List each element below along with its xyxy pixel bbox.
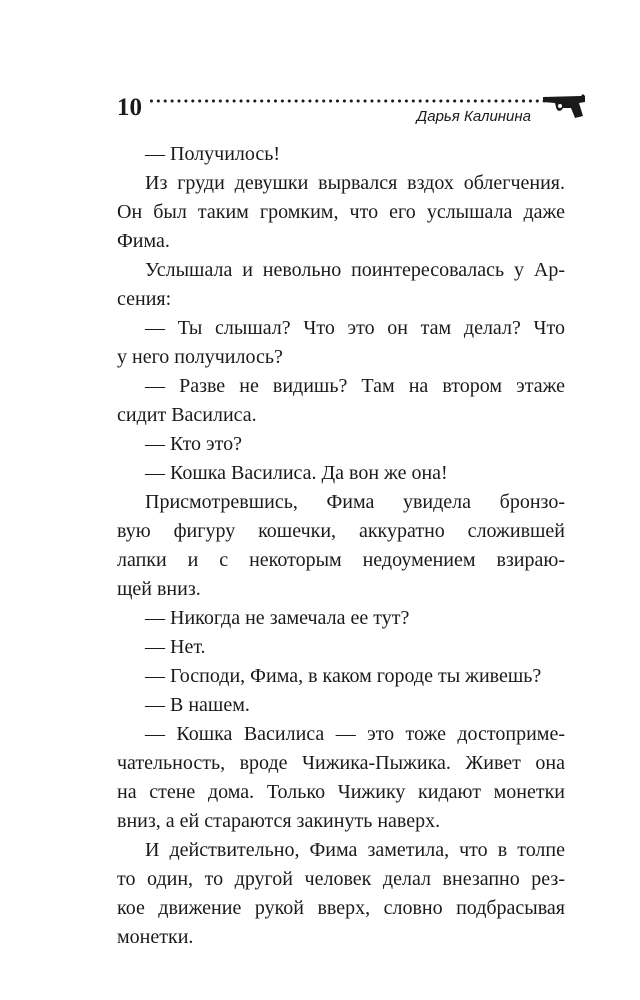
text-line: — Никогда не замечала ее тут? [145, 607, 410, 629]
paragraph [117, 372, 565, 430]
text-line: Присмотревшись, Фима увидела бронзо- [145, 491, 565, 513]
text-line: лапки и с некоторым недоумением взираю- [117, 549, 565, 571]
text-line: — Нет. [145, 636, 206, 658]
paragraph [117, 430, 565, 459]
text-line: И действительно, Фима заметила, что в толпе [145, 839, 565, 861]
text-line: чательность, вроде Чижика-Пыжика. Живет она [117, 752, 565, 774]
text-line: — В нашем. [145, 694, 250, 716]
text-line: у него получилось? [117, 346, 283, 368]
paragraph [117, 662, 565, 691]
paragraph [117, 720, 565, 836]
text-line: Услышала и невольно поинтересовалась у Ар- [145, 259, 565, 281]
text-line: кое движение рукой вверх, словно подбрасывая [117, 897, 565, 919]
text-line: сидит Василиса. [117, 404, 257, 426]
text-line: — Получилось! [145, 143, 281, 165]
text-line: вую фигуру кошечки, аккуратно сложившей [117, 520, 565, 542]
text-line: — Кошка Василиса — это тоже достоприме- [145, 723, 565, 745]
paragraph [117, 604, 565, 633]
paragraph [117, 256, 565, 314]
paragraph [117, 691, 565, 720]
paragraph [117, 314, 565, 372]
text-line: — Господи, Фима, в каком городе ты живешь? [145, 665, 542, 687]
paragraph [117, 169, 565, 256]
author-name: Дарья Калинина [416, 108, 531, 125]
paragraph [117, 140, 565, 169]
text-line: на стене дома. Только Чижику кидают монетки [117, 781, 565, 803]
paragraph [117, 459, 565, 488]
text-line: монетки. [117, 926, 194, 948]
text-line: Он был таким громким, что его услышала даже [117, 201, 565, 223]
paragraph [117, 488, 565, 604]
text-line: — Ты слышал? Что это он там делал? Что [145, 317, 565, 339]
text-line: Из груди девушки вырвался вздох облегчения. [145, 172, 565, 194]
text-line: вниз, а ей стараются закинуть наверх. [117, 810, 441, 832]
text-line: — Разве не видишь? Там на втором этаже [145, 375, 565, 397]
text-line: щей вниз. [117, 578, 201, 600]
revolver-icon [541, 94, 587, 120]
page-number: 10 [117, 94, 142, 121]
dotted-leader [148, 98, 548, 104]
text-line: сения: [117, 288, 172, 310]
text-line: — Кто это? [145, 433, 242, 455]
body-text [117, 140, 565, 952]
running-header [117, 92, 587, 132]
paragraph [117, 836, 565, 952]
paragraph [117, 633, 565, 662]
text-line: — Кошка Василиса. Да вон же она! [145, 462, 448, 484]
text-line: Фима. [117, 230, 170, 252]
text-line: то один, то другой человек делал внезапно рез- [117, 868, 565, 890]
